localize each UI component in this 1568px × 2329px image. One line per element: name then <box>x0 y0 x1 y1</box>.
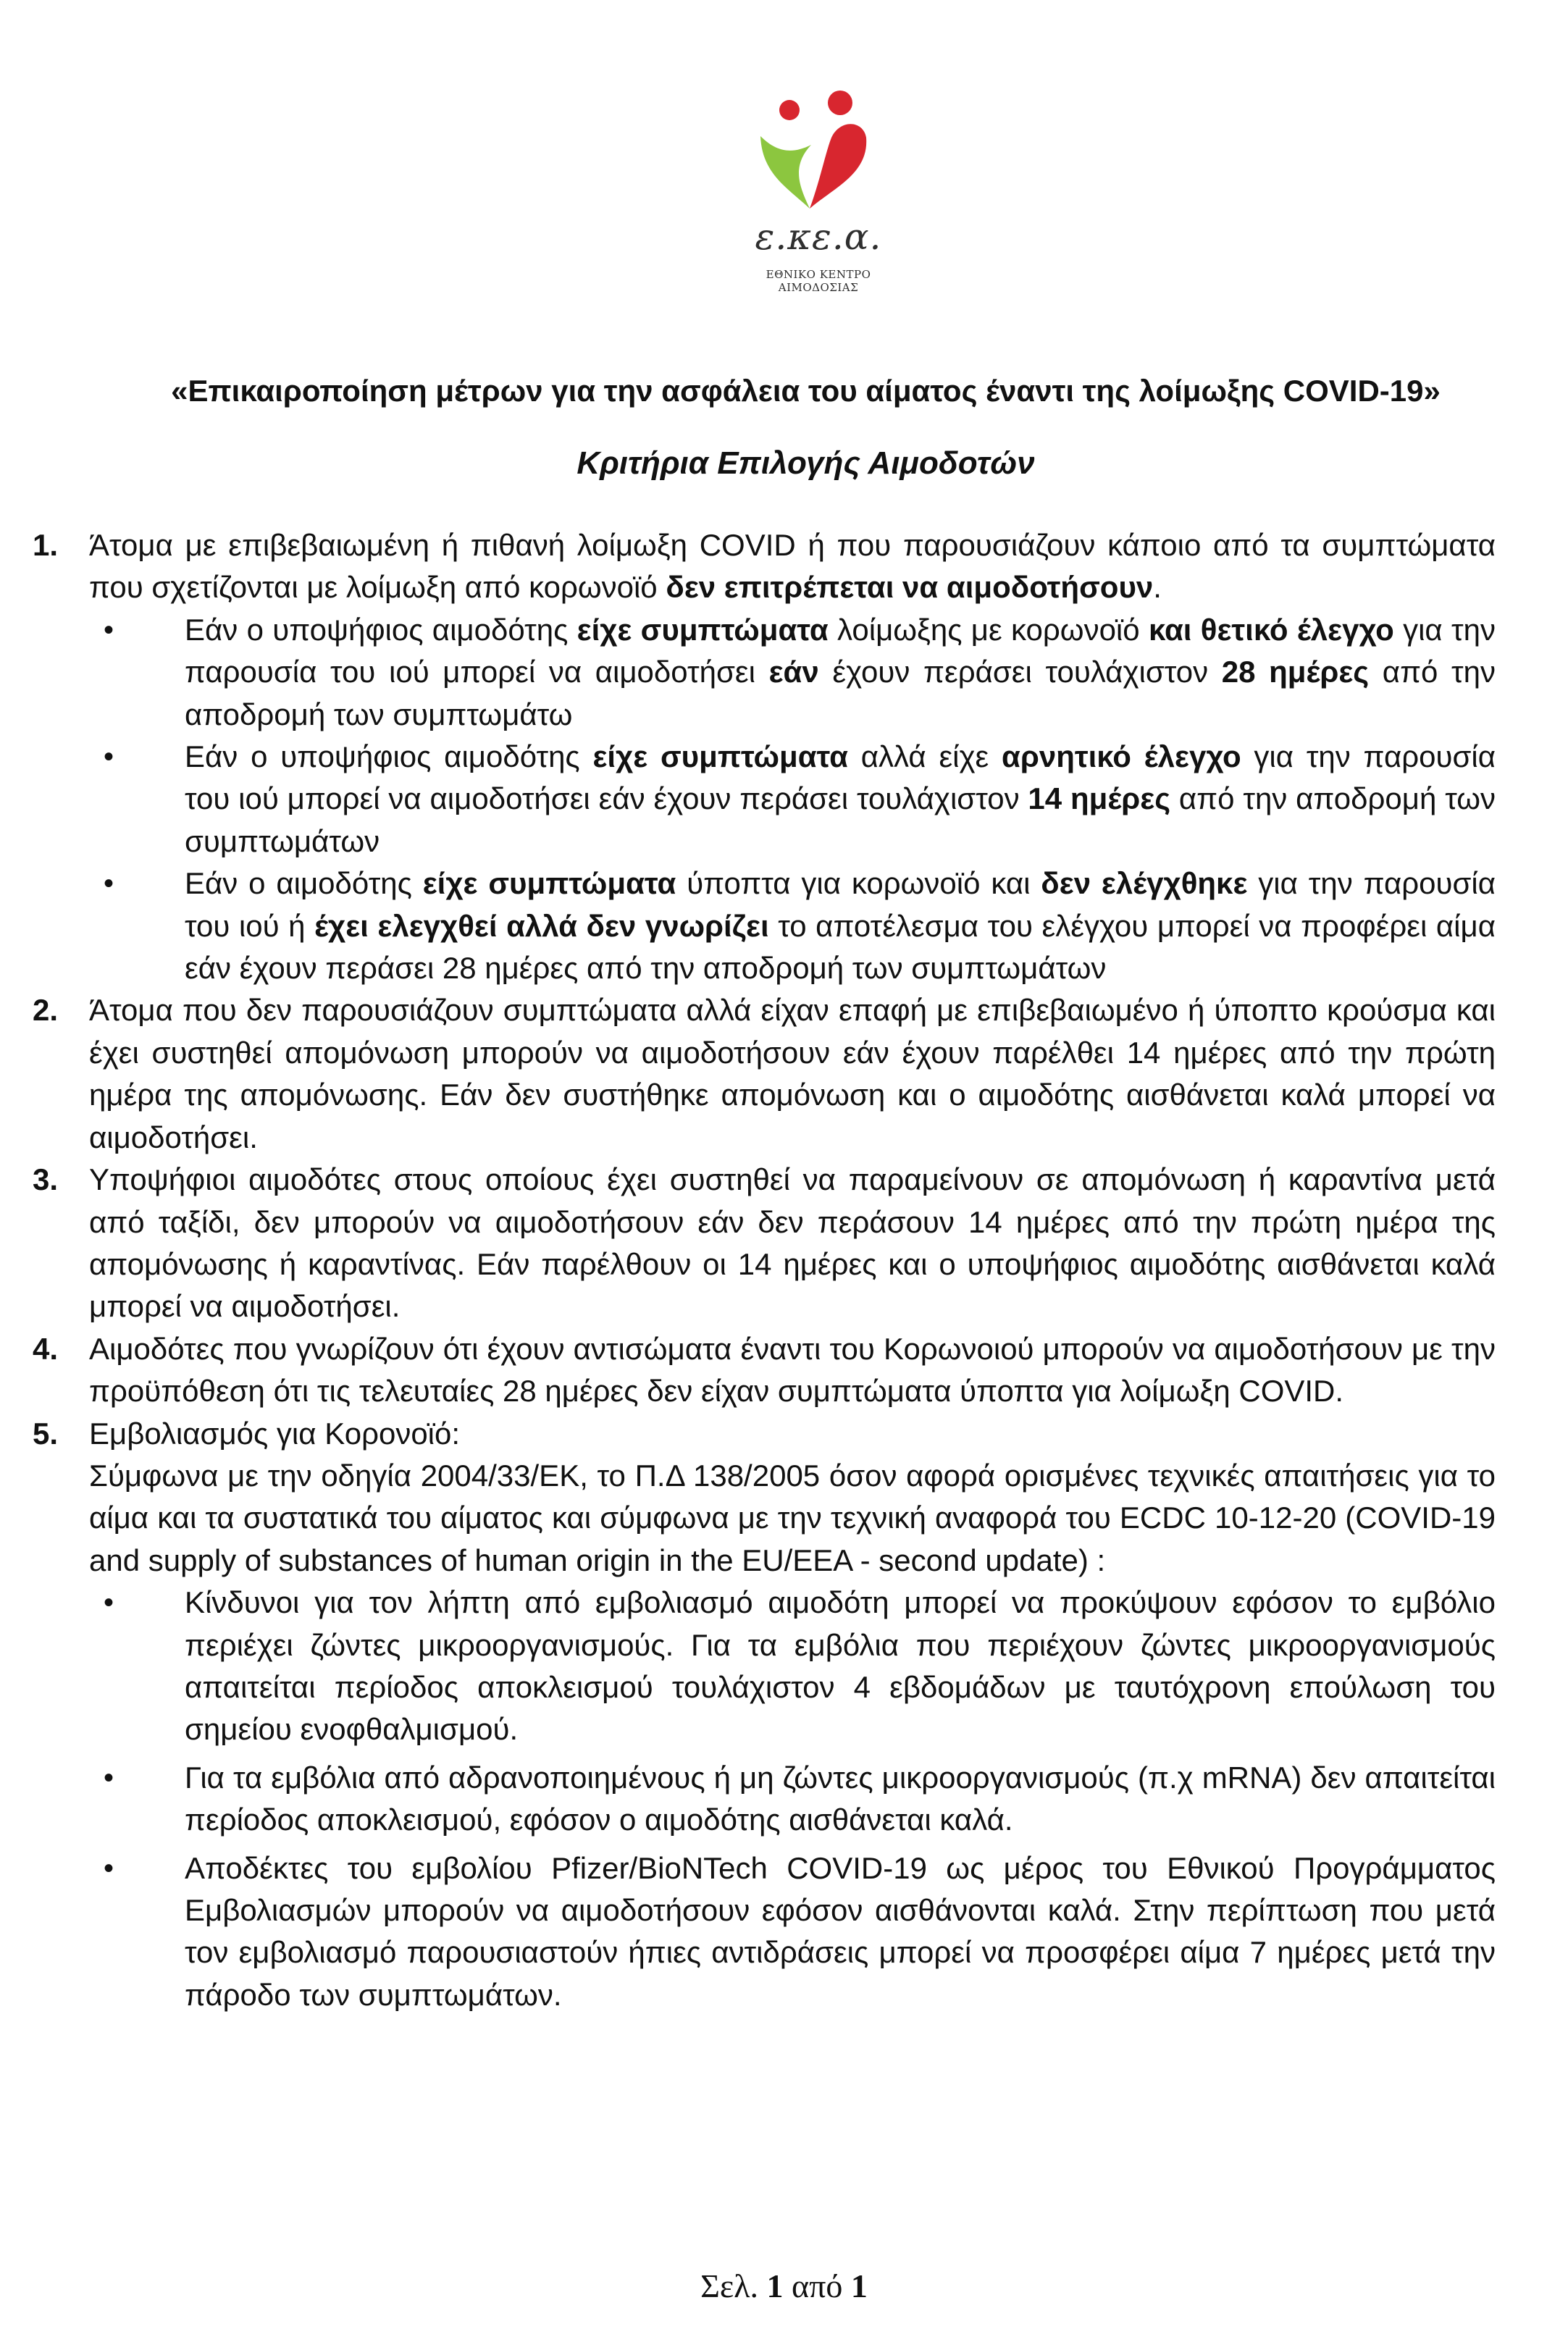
bullet-text <box>185 609 1496 736</box>
text-run: έχουν περάσει τουλάχιστον <box>818 655 1222 689</box>
document-title: «Επικαιροποίηση μέτρων για την ασφάλεια του αίματος έναντι της λοίμωξης COVID-19» <box>171 374 1441 408</box>
heart-figures-icon <box>724 87 913 217</box>
text-run: για την παρουσία του ιού μπορεί να αιμοδοτήσει εάν έχουν περάσει τουλάχιστον <box>185 739 1496 816</box>
footer-prefix: Σελ. <box>700 2267 759 2304</box>
bullet-icon: • <box>103 1852 114 1884</box>
bullet-list <box>33 1582 1496 2016</box>
text-run: Υποψήφιοι αιμοδότες στους οποίους έχει συστηθεί να παραμείνουν σε απομόνωση ή καραντίνα μετά από ταξίδι, δεν μπορούν να αιμοδοτήσουν εάν δεν περάσουν 14 ημέρες από την πρώτη ημέρα της απομόνωσης ή καραντίνας. Εάν παρέλθουν οι 14 ημέρες και ο υποψήφιος αιμοδότης αισθάνεται καλά μπορεί να αιμοδοτήσει. <box>89 1162 1496 1324</box>
bold-text: είχε συμπτώματα <box>592 739 848 774</box>
text-run: . <box>1153 570 1162 605</box>
criteria-list <box>33 524 1496 2022</box>
text-run: Σύμφωνα με την οδηγία 2004/33/ΕΚ, το Π.Δ 138/2005 όσον αφορά ορισμένες τεχνικές απαιτήσεις για το αίμα και τα συστατικά του αίματος και σύμφωνα με την τεχνική αναφορά του ECDC 10-12-20 (COVID-19 and supply of substances of human origin in the EU/EEA - second update) : <box>89 1458 1496 1577</box>
criterion-item <box>33 1413 1496 1582</box>
bullet-icon: • <box>103 1761 114 1794</box>
bold-text: αρνητικό έλεγχο <box>1002 739 1241 774</box>
text-run: λοίμωξης με κορωνοϊό <box>828 612 1149 647</box>
bullet-icon: • <box>103 1587 114 1619</box>
item-body <box>89 989 1496 1159</box>
text-run: το αποτέλεσμα του ελέγχου μπορεί να προφέρει αίμα εάν έχουν περάσει 28 ημέρες από την αποδρομή των συμπτωμάτων <box>185 908 1496 986</box>
bullet-item <box>33 863 1496 989</box>
document-subtitle: Κριτήρια Επιλογής Αιμοδοτών <box>577 445 1035 481</box>
text-run: αλλά είχε <box>847 739 1002 774</box>
bold-text: 28 ημέρες <box>1221 655 1370 689</box>
text-run: Εάν ο υποψήφιος αιμοδότης <box>185 612 577 647</box>
item-number: 5. <box>33 1416 59 1451</box>
footer-total-pages: 1 <box>850 2267 868 2304</box>
bullet-icon: • <box>103 868 114 900</box>
text-run: Αιμοδότες που γνωρίζουν ότι έχουν αντισώματα έναντι του Κορωνοιού μπορούν να αιμοδοτήσουν με την προϋπόθεση ότι τις τελευταίες 28 ημέρες δεν είχαν συμπτώματα ύποπτα για λοίμωξη COVID. <box>89 1331 1496 1409</box>
bullet-item <box>33 1582 1496 1751</box>
ekea-logo <box>724 87 913 297</box>
item-text <box>89 1159 1496 1328</box>
text-run: Εάν ο υποψήφιος αιμοδότης <box>185 739 593 774</box>
bold-text: εάν <box>768 655 819 689</box>
footer-page-number: 1 <box>766 2267 784 2304</box>
text-run: για την παρουσία του ιού μπορεί να αιμοδοτήσει <box>185 612 1496 689</box>
bold-text: είχε συμπτώματα <box>577 612 829 647</box>
item-body <box>89 1328 1496 1413</box>
text-run: Κίνδυνοι για τον λήπτη από εμβολιασμό αιμοδότη μπορεί να προκύψουν εφόσον το εμβόλιο περιέχει ζώντες μικροοργανισμούς. Για τα εμβόλια που περιέχουν ζώντες μικροοργανισμούς απαιτείται περίοδος αποκλεισμού τουλάχιστον 4 εβδομάδων με ταυτόχρονη επούλωση του σημείου ενοφθαλμισμού. <box>185 1585 1496 1747</box>
text-run: ύποπτα για κορωνοϊό και <box>676 866 1041 901</box>
text-run: Αποδέκτες του εμβολίου Pfizer/BioNTech COVID-19 ως μέρος του Εθνικού Προγράμματος Εμβολιασμών μπορούν να αιμοδοτήσουν εφόσον αισθάνονται καλά. Στην περίπτωση που μετά τον εμβολιασμό παρουσιαστούν ήπιες αντιδράσεις μπορεί να προσφέρει αίμα 7 ημέρες μετά την πάροδο των συμπτωμάτων. <box>185 1850 1496 2012</box>
bullet-text <box>185 1757 1496 1842</box>
item-number: 1. <box>33 528 59 562</box>
bullet-item <box>33 1847 1496 2017</box>
bold-text: έχει ελεγχθεί αλλά δεν γνωρίζει <box>314 908 769 943</box>
criterion-item <box>33 989 1496 1159</box>
item-heading: Εμβολιασμός για Κορονοϊό: <box>89 1416 461 1451</box>
bold-text: δεν επιτρέπεται να αιμοδοτήσουν <box>666 570 1154 605</box>
bold-text: και θετικό έλεγχο <box>1148 612 1394 647</box>
bullet-text <box>185 863 1496 989</box>
item-body <box>89 524 1496 609</box>
bullet-item <box>33 736 1496 863</box>
bullet-text <box>185 736 1496 863</box>
page-footer <box>0 2267 1568 2305</box>
bullet-list <box>33 609 1496 990</box>
text-run: Άτομα που δεν παρουσιάζουν συμπτώματα αλλά είχαν επαφή με επιβεβαιωμένο ή ύποπτο κρούσμα και έχει συστηθεί απομόνωση μπορούν να αιμοδοτήσουν εάν έχουν παρέλθει 14 ημέρες από την πρώτη ημέρα της απομόνωσης. Εάν δεν συστήθηκε απομόνωση και ο αιμοδότης αισθάνεται καλά μπορεί να αιμοδοτήσει. <box>89 993 1496 1154</box>
item-number: 2. <box>33 993 59 1028</box>
text-run: από την αποδρομή των συμπτωμάτω <box>185 655 1496 731</box>
bold-text: είχε συμπτώματα <box>422 866 676 901</box>
criterion-item <box>33 524 1496 609</box>
criterion-item <box>33 1328 1496 1413</box>
logo-name: ε.κε.α. <box>755 216 882 258</box>
item-number: 4. <box>33 1331 59 1366</box>
bold-text: δεν ελέγχθηκε <box>1041 866 1248 901</box>
text-run: Άτομα με επιβεβαιωμένη ή πιθανή λοίμωξη COVID ή που παρουσιάζουν κάποιο από τα συμπτώματα που σχετίζονται με λοίμωξη από κορωνοϊό <box>89 528 1496 605</box>
bullet-text <box>185 1847 1496 2017</box>
item-number: 3. <box>33 1162 59 1197</box>
item-text <box>89 1455 1496 1582</box>
item-text <box>89 989 1496 1159</box>
bullet-item <box>33 609 1496 736</box>
footer-middle: από <box>792 2267 843 2304</box>
text-run: Εάν ο αιμοδότης <box>185 866 423 901</box>
bold-text: 14 ημέρες <box>1028 781 1171 816</box>
text-run: για την παρουσία του ιού ή <box>185 866 1496 943</box>
text-run: από την αποδρομή των συμπτωμάτων <box>185 781 1496 858</box>
bullet-icon: • <box>103 613 114 646</box>
text-run: Για τα εμβόλια από αδρανοποιημένους ή μη ζώντες μικροοργανισμούς (π.χ mRNA) δεν απαιτείται περίοδος αποκλεισμού, εφόσον ο αιμοδότης αισθάνεται καλά. <box>185 1760 1496 1837</box>
item-body <box>89 1413 1496 1582</box>
criterion-item <box>33 1159 1496 1328</box>
item-body <box>89 1159 1496 1328</box>
item-text <box>89 524 1496 609</box>
item-text <box>89 1328 1496 1413</box>
bullet-item <box>33 1757 1496 1842</box>
logo-subtitle: ΕΘΝΙΚΟ ΚΕΝΤΡΟ ΑΙΜΟΔΟΣΙΑΣ <box>766 268 871 294</box>
bullet-text <box>185 1582 1496 1751</box>
bullet-icon: • <box>103 741 114 773</box>
